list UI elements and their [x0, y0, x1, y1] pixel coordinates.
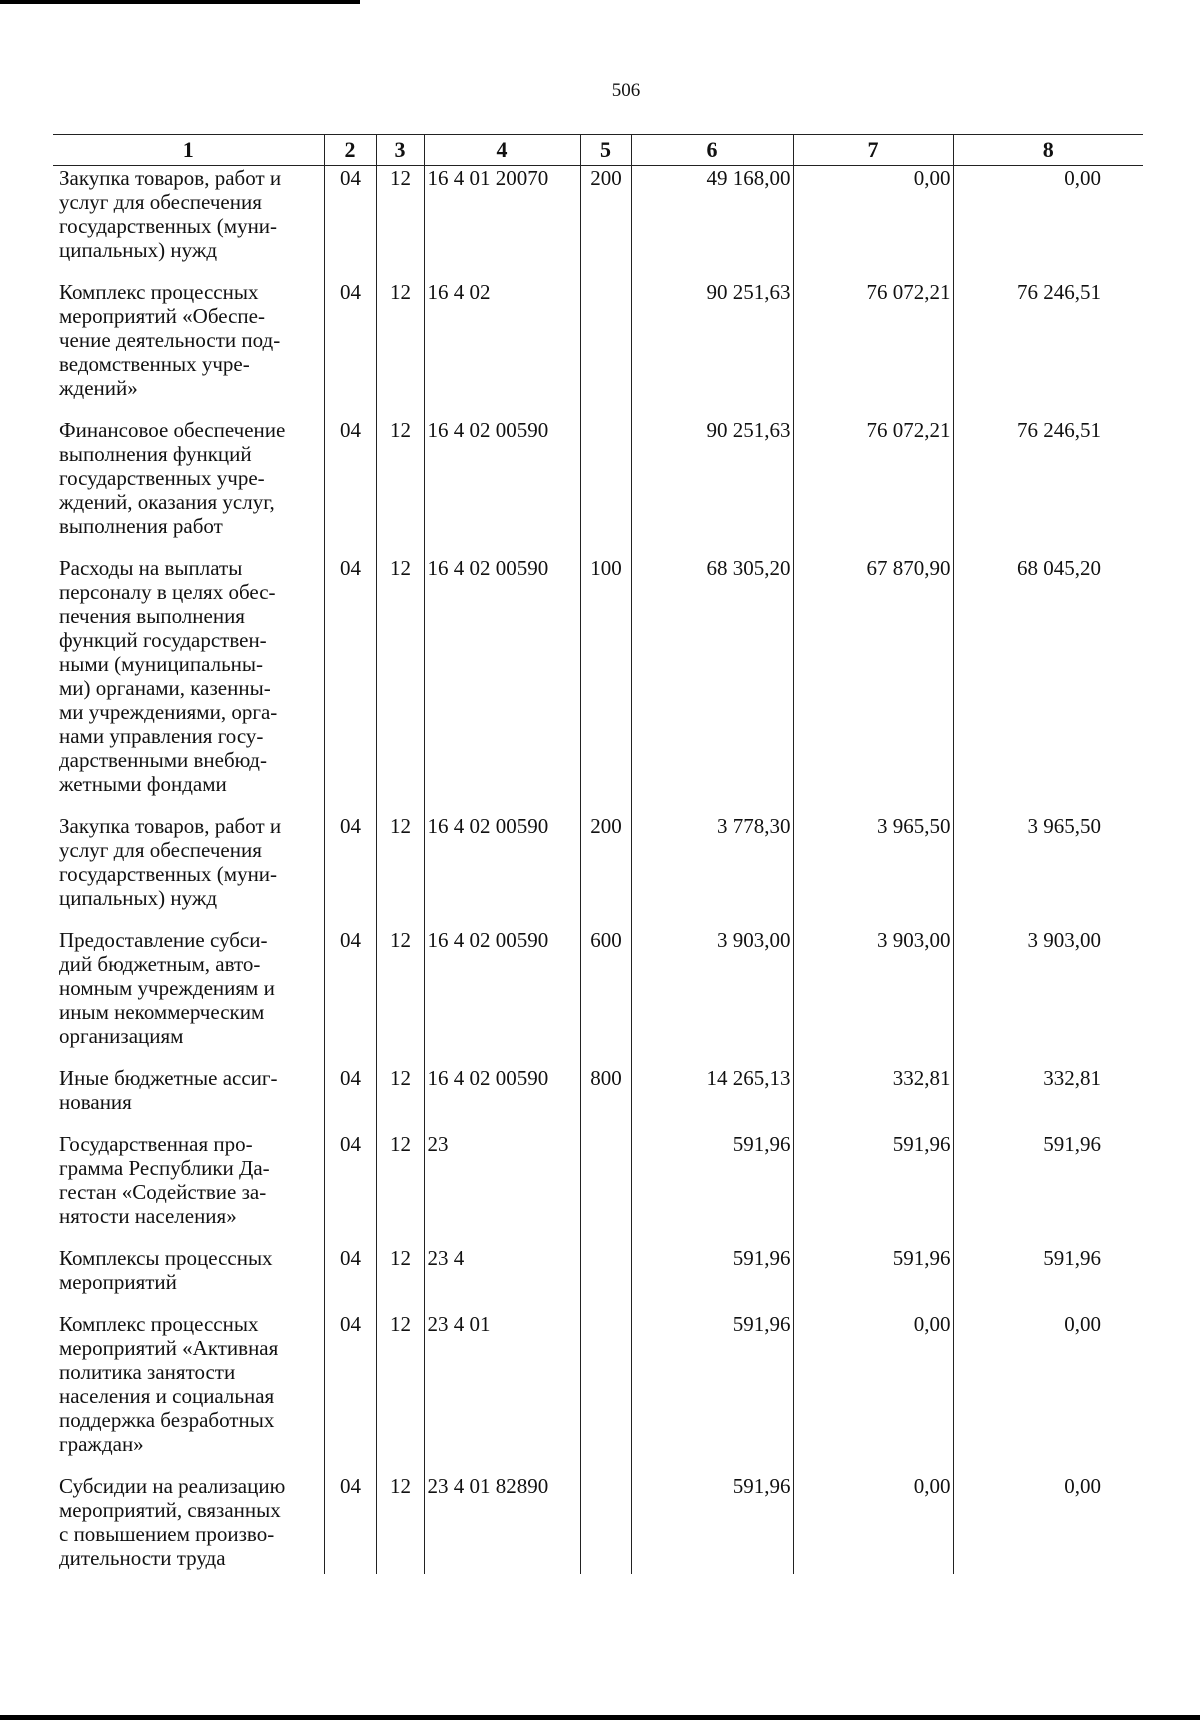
cell-name — [53, 280, 324, 418]
cell-col-6: 591,96 — [631, 1132, 793, 1246]
cell-name-line: населения и социальная — [59, 1384, 275, 1408]
cell-name-line: Расходы на выплаты — [59, 556, 243, 580]
cell-col-7: 591,96 — [793, 1132, 953, 1246]
cell-col-2: 04 — [324, 814, 376, 928]
cell-col-8: 3 903,00 — [953, 928, 1143, 1066]
cell-col-5: 100 — [580, 556, 631, 814]
cell-name-line: государственных учре- — [59, 466, 265, 490]
cell-name-line: ведомственных учре- — [59, 352, 250, 376]
cell-col-7: 0,00 — [793, 1312, 953, 1474]
cell-col-7: 67 870,90 — [793, 556, 953, 814]
cell-col-6: 90 251,63 — [631, 418, 793, 556]
cell-col-8: 0,00 — [953, 1474, 1143, 1574]
cell-col-2: 04 — [324, 166, 376, 281]
cell-col-2: 04 — [324, 1312, 376, 1474]
cell-col-3: 12 — [376, 814, 424, 928]
header-col-4: 4 — [424, 135, 580, 166]
cell-col-3: 12 — [376, 556, 424, 814]
cell-name-line: жетными фондами — [59, 772, 227, 796]
scan-edge-bottom — [0, 1715, 1200, 1720]
cell-name-line: Комплекс процессных — [59, 280, 259, 304]
cell-col-6: 90 251,63 — [631, 280, 793, 418]
cell-col-3: 12 — [376, 1066, 424, 1132]
cell-name — [53, 1132, 324, 1246]
header-col-2: 2 — [324, 135, 376, 166]
cell-col-2: 04 — [324, 928, 376, 1066]
cell-col-4: 16 4 02 00590 — [424, 928, 580, 1066]
cell-col-5: 200 — [580, 166, 631, 281]
cell-name — [53, 1066, 324, 1132]
cell-name-line: Субсидии на реализацию — [59, 1474, 286, 1498]
cell-col-4: 16 4 02 00590 — [424, 418, 580, 556]
cell-name-line: мероприятий, связанных — [59, 1498, 281, 1522]
cell-col-6: 49 168,00 — [631, 166, 793, 281]
cell-name-line: Государственная про- — [59, 1132, 253, 1156]
cell-name-line: грамма Республики Да- — [59, 1156, 270, 1180]
cell-col-5: 800 — [580, 1066, 631, 1132]
cell-name-line: дарственными внебюд- — [59, 748, 267, 772]
cell-name-line: ными (муниципальны- — [59, 652, 264, 676]
cell-name-line: функций государствен- — [59, 628, 267, 652]
header-col-5: 5 — [580, 135, 631, 166]
cell-col-6: 591,96 — [631, 1246, 793, 1312]
header-col-3: 3 — [376, 135, 424, 166]
cell-name-line: нятости населения» — [59, 1204, 237, 1228]
cell-col-7: 332,81 — [793, 1066, 953, 1132]
cell-col-2: 04 — [324, 418, 376, 556]
table-row — [53, 1312, 1143, 1474]
header-row — [53, 135, 1143, 166]
header-col-7: 7 — [793, 135, 953, 166]
cell-col-7: 76 072,21 — [793, 280, 953, 418]
cell-col-8: 76 246,51 — [953, 280, 1143, 418]
cell-name-line: иным некоммерческим — [59, 1000, 265, 1024]
cell-col-3: 12 — [376, 1312, 424, 1474]
cell-col-5 — [580, 280, 631, 418]
cell-name-line: ципальных) нужд — [59, 238, 218, 262]
cell-name-line: Иные бюджетные ассиг- — [59, 1066, 278, 1090]
cell-name-line: организациям — [59, 1024, 184, 1048]
cell-col-8: 0,00 — [953, 1312, 1143, 1474]
cell-col-7: 3 965,50 — [793, 814, 953, 928]
cell-col-7: 76 072,21 — [793, 418, 953, 556]
cell-col-6: 14 265,13 — [631, 1066, 793, 1132]
cell-name-line: номным учреждениям и — [59, 976, 275, 1000]
cell-col-2: 04 — [324, 280, 376, 418]
page-number: 506 — [611, 80, 641, 101]
header-col-1: 1 — [53, 135, 324, 166]
cell-name-line: выполнения работ — [59, 514, 223, 538]
cell-col-7: 591,96 — [793, 1246, 953, 1312]
cell-col-6: 3 903,00 — [631, 928, 793, 1066]
cell-name-line: услуг для обеспечения — [59, 190, 262, 214]
cell-col-8: 76 246,51 — [953, 418, 1143, 556]
cell-name-line: с повышением произво- — [59, 1522, 275, 1546]
cell-col-8: 3 965,50 — [953, 814, 1143, 928]
cell-col-4: 16 4 02 00590 — [424, 556, 580, 814]
cell-name-line: Предоставление субси- — [59, 928, 268, 952]
cell-name-line: Комплексы процессных — [59, 1246, 273, 1270]
cell-col-8: 591,96 — [953, 1246, 1143, 1312]
budget-table — [53, 134, 1143, 1574]
table-row — [53, 418, 1143, 556]
cell-col-3: 12 — [376, 1132, 424, 1246]
cell-name — [53, 1312, 324, 1474]
cell-name-line: ждений, оказания услуг, — [59, 490, 275, 514]
cell-col-5 — [580, 1312, 631, 1474]
cell-name-line: государственных (муни- — [59, 214, 278, 238]
cell-name-line: ждений» — [59, 376, 138, 400]
cell-name-line: государственных (муни- — [59, 862, 278, 886]
cell-name-line: мероприятий — [59, 1270, 177, 1294]
cell-col-6: 591,96 — [631, 1312, 793, 1474]
cell-col-8: 332,81 — [953, 1066, 1143, 1132]
table-row — [53, 280, 1143, 418]
cell-col-6: 68 305,20 — [631, 556, 793, 814]
cell-name-line: ми учреждениями, орга- — [59, 700, 278, 724]
cell-name-line: ми) органами, казенны- — [59, 676, 271, 700]
cell-col-4: 16 4 02 00590 — [424, 1066, 580, 1132]
header-col-6: 6 — [631, 135, 793, 166]
cell-name — [53, 1246, 324, 1312]
cell-name — [53, 928, 324, 1066]
cell-name-line: Закупка товаров, работ и — [59, 166, 282, 190]
cell-col-5 — [580, 1474, 631, 1574]
cell-name-line: Финансовое обеспечение — [59, 418, 286, 442]
cell-name-line: нования — [59, 1090, 132, 1114]
cell-name-line: нами управления госу- — [59, 724, 264, 748]
cell-col-3: 12 — [376, 928, 424, 1066]
cell-col-7: 0,00 — [793, 166, 953, 281]
cell-col-4: 16 4 01 20070 — [424, 166, 580, 281]
cell-name-line: чение деятельности под- — [59, 328, 281, 352]
cell-name-line: Закупка товаров, работ и — [59, 814, 282, 838]
table-row — [53, 1474, 1143, 1574]
table-row — [53, 928, 1143, 1066]
cell-col-2: 04 — [324, 556, 376, 814]
cell-name-line: гестан «Содействие за- — [59, 1180, 267, 1204]
cell-name — [53, 556, 324, 814]
cell-name-line: ципальных) нужд — [59, 886, 218, 910]
table-row — [53, 1132, 1143, 1246]
table-row — [53, 814, 1143, 928]
cell-col-8: 68 045,20 — [953, 556, 1143, 814]
cell-col-4: 23 4 01 — [424, 1312, 580, 1474]
cell-col-7: 3 903,00 — [793, 928, 953, 1066]
table-row — [53, 556, 1143, 814]
cell-col-8: 0,00 — [953, 166, 1143, 281]
cell-name-line: политика занятости — [59, 1360, 236, 1384]
cell-col-5 — [580, 1132, 631, 1246]
cell-name-line: персоналу в целях обес- — [59, 580, 276, 604]
cell-name-line: граждан» — [59, 1432, 144, 1456]
table-body — [53, 166, 1143, 1575]
cell-col-5: 200 — [580, 814, 631, 928]
cell-col-4: 23 4 — [424, 1246, 580, 1312]
cell-name-line: мероприятий «Обеспе- — [59, 304, 265, 328]
cell-col-3: 12 — [376, 418, 424, 556]
cell-col-8: 591,96 — [953, 1132, 1143, 1246]
cell-col-3: 12 — [376, 1246, 424, 1312]
cell-col-7: 0,00 — [793, 1474, 953, 1574]
cell-col-5 — [580, 418, 631, 556]
table-row — [53, 166, 1143, 281]
cell-name — [53, 418, 324, 556]
cell-name-line: поддержка безработных — [59, 1408, 275, 1432]
scan-edge-top — [0, 0, 360, 4]
cell-name-line: дий бюджетным, авто- — [59, 952, 261, 976]
cell-col-4: 16 4 02 00590 — [424, 814, 580, 928]
cell-col-6: 591,96 — [631, 1474, 793, 1574]
cell-col-5 — [580, 1246, 631, 1312]
header-col-8: 8 — [953, 135, 1143, 166]
cell-col-3: 12 — [376, 1474, 424, 1574]
cell-col-2: 04 — [324, 1246, 376, 1312]
cell-col-3: 12 — [376, 280, 424, 418]
cell-col-5: 600 — [580, 928, 631, 1066]
cell-col-3: 12 — [376, 166, 424, 281]
cell-name-line: дительности труда — [59, 1546, 226, 1570]
cell-name-line: печения выполнения — [59, 604, 245, 628]
table-row — [53, 1066, 1143, 1132]
cell-name-line: мероприятий «Активная — [59, 1336, 279, 1360]
cell-name — [53, 1474, 324, 1574]
cell-col-2: 04 — [324, 1474, 376, 1574]
cell-name-line: выполнения функций — [59, 442, 252, 466]
cell-name-line: услуг для обеспечения — [59, 838, 262, 862]
cell-name — [53, 814, 324, 928]
table-row — [53, 1246, 1143, 1312]
cell-col-2: 04 — [324, 1066, 376, 1132]
cell-name-line: Комплекс процессных — [59, 1312, 259, 1336]
cell-name — [53, 166, 324, 281]
cell-col-6: 3 778,30 — [631, 814, 793, 928]
cell-col-4: 16 4 02 — [424, 280, 580, 418]
cell-col-2: 04 — [324, 1132, 376, 1246]
cell-col-4: 23 4 01 82890 — [424, 1474, 580, 1574]
cell-col-4: 23 — [424, 1132, 580, 1246]
